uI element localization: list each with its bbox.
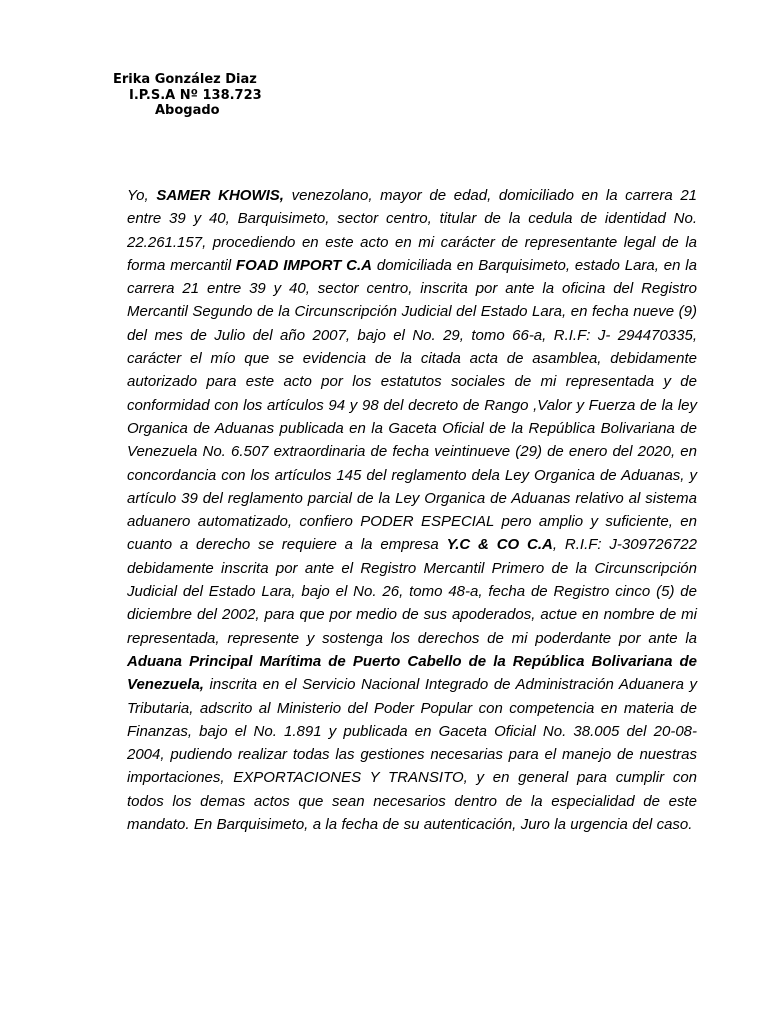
power-of-attorney-text (127, 184, 697, 836)
grantor-name: SAMER KHOWIS, (156, 187, 284, 204)
lawyer-title: Abogado (155, 103, 220, 118)
text-segment: , R.I.F: J-309726722 debidamente inscrita por ante el Registro Mercantil Primero de la Circunscripción Judicial del Estado Lara, bajo el No. 26, tomo 48-a, fecha de Registro cinco (5) de diciembre del 2002, para que por medio de sus apoderados, actue en nombre de mi representada, represente y sostenga los derechos de mi poderdante por ante la (127, 536, 697, 647)
lawyer-name: Erika González Diaz (113, 72, 257, 87)
text-segment: venezolano, mayor de edad, domiciliado en la carrera 21 entre 39 y 40, Barquisimeto, sector centro, titular de la cedula de identidad No. 22.261.157, procediendo en este acto en mi carácter de representante legal de la forma mercantil (127, 187, 698, 274)
letterhead (0, 72, 262, 119)
text-segment: domiciliada en Barquisimeto, estado Lara, en la carrera 21 entre 39 y 40, sector centro, inscrita por ante la oficina del Registro Mercantil Segundo de la Circunscripción Judicial del Estado Lara, en fecha nueve (9) del mes de Julio del año 2007, bajo el No. 29, tomo 66-a, R.I.F: J- 294470335, carácter el mío que se evidencia de la citada acta de asamblea, debidamente autorizado para este acto por los estatutos sociales de mi representada y de conformidad con los artículos 94 y 98 del decreto de Rango ,Valor y Fuerza de la ley Organica de Aduanas publicada en la Gaceta Oficial de la República Bolivariana de Venezuela No. 6.507 extraordinaria de fecha veintinueve (29) de enero del 2020, en concordancia con los artículos 145 del reglamento dela Ley Organica de Aduanas, y artículo 39 del reglamento parcial de la Ley Organica de Aduanas relativo al sistema aduanero automatizado, confiero PODER ESPECIAL pero amplio y suficiente, en cuanto a derecho se requiere a la empresa (127, 256, 697, 554)
text-segment: Yo, (127, 187, 157, 204)
text-segment: inscrita en el Servicio Nacional Integrado de Administración Aduanera y Tributaria, adscrito al Ministerio del Poder Popular con competencia en materia de Finanzas, bajo el No. 1.891 y publicada en Gaceta Oficial No. 38.005 del 20-08-2004, pudiendo realizar todas las gestiones necesarias para el manejo de nuestras importaciones, EXPORTACIONES Y TRANSITO, y en general para cumplir con todos los demas actos que sean necesarios dentro de la especialidad de este mandato. En Barquisimeto, a la fecha de su autenticación, Juro la urgencia del caso. (127, 676, 697, 834)
attorney-company-name: Y.C & CO C.A (446, 536, 553, 554)
company-name: FOAD IMPORT C.A (235, 256, 372, 274)
lawyer-registration: I.P.S.A Nº 138.723 (129, 87, 262, 103)
customs-office-name: Aduana Principal Marítima de Puerto Cabello de la República Bolivariana de Venezuela, (127, 652, 697, 694)
